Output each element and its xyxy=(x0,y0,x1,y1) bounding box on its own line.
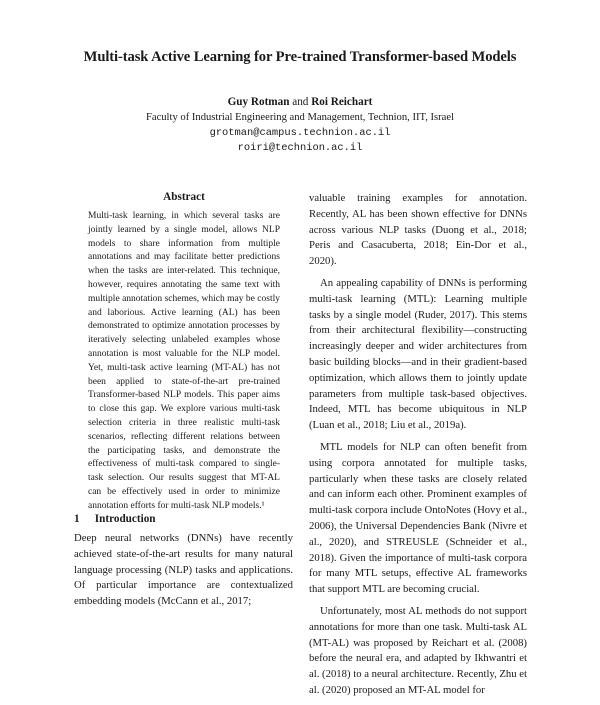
author-email: roiri@technion.ac.il xyxy=(237,142,363,154)
author-email: grotman@campus.technion.ac.il xyxy=(209,127,391,139)
abstract-text: Multi-task learning, in which several tasks are jointly learned by a single model, allows NLP models to share information from multiple annotations and may facilitate better predictions when the tasks are inter-related. This technique, however, requires annotating the same text with multiple annotation schemes, which may be costly and laborious. Active learning (AL) has been demonstrated to optimize annotation processes by iteratively selecting unlabeled examples whose annotation is most valuable for the NLP model. Yet, multi-task active learning (MT-AL) has not been applied to state-of-the-art pre-trained Transformer-based NLP models. This paper aims to close this gap. We explore various multi-task selection criteria in three realistic multi-task scenarios, reflecting different relations between the participating tasks, and demonstrate the effectiveness of multi-task compared to single-task selection. Our results suggest that MT-AL can be effectively used in order to minimize annotation efforts for multi-task NLP models.¹ xyxy=(88,211,280,511)
body-paragraph: Unfortunately, most AL methods do not support annotations for more than one task. Multi-task AL (MT-AL) was proposed by Reichart et al. (2008) before the neural era, and adapted by Ikhwantri et al. (2018) to a neural architecture. Recently, Zhu et al. (2020) proposed an MT-AL model for xyxy=(309,604,528,696)
section-title: Introduction xyxy=(94,513,156,525)
body-paragraph: valuable training examples for annotation. Recently, AL has been shown effective for DNNs across various NLP tasks (Duong et al., 2018; Peris and Casacuberta, 2018; Ein-Dor et al., 2020). xyxy=(309,192,527,268)
author-conjunction: and xyxy=(292,96,309,108)
abstract-heading: Abstract xyxy=(163,191,205,203)
paper-title: Multi-task Active Learning for Pre-trained Transformer-based Models xyxy=(83,49,517,65)
intro-paragraph: Deep neural networks (DNNs) have recently achieved state-of-the-art results for many natural language processing (NLP) tasks and applications. Of particular importance are contextualized embedding models (McCann et al., 2017; xyxy=(74,532,293,608)
body-paragraph: An appealing capability of DNNs is performing multi-task learning (MTL): Learning multiple tasks by a single model (Ruder, 2017). This stems from their architectural flexibility—constructing increasingly deeper and wider architectures from basic building blocks—and in their gradient-based optimization, which allows them to jointly update parameters from multiple task-based objectives. Indeed, MTL has become ubiquitous in NLP (Luan et al., 2018; Liu et al., 2019a). xyxy=(309,276,527,432)
section-number: 1 xyxy=(74,513,80,525)
author-name: Roi Reichart xyxy=(311,96,373,108)
section-heading xyxy=(74,513,294,525)
body-paragraph: MTL models for NLP can often benefit from using corpora annotated for multiple tasks, particularly when these tasks are closely related and can inform each other. Prominent examples of multi-task corpora include OntoNotes (Hovy et al., 2006), the Universal Dependencies Bank (Nivre et al., 2020), and STREUSLE (Schneider et al., 2018). Given the importance of multi-task corpora for many MTL setups, effective AL frameworks that support MTL are becoming crucial. xyxy=(309,440,527,596)
author-name: Guy Rotman xyxy=(227,96,290,108)
author-line xyxy=(0,96,600,108)
affiliation: Faculty of Industrial Engineering and Management, Technion, IIT, Israel xyxy=(145,112,455,123)
right-column xyxy=(309,191,527,705)
